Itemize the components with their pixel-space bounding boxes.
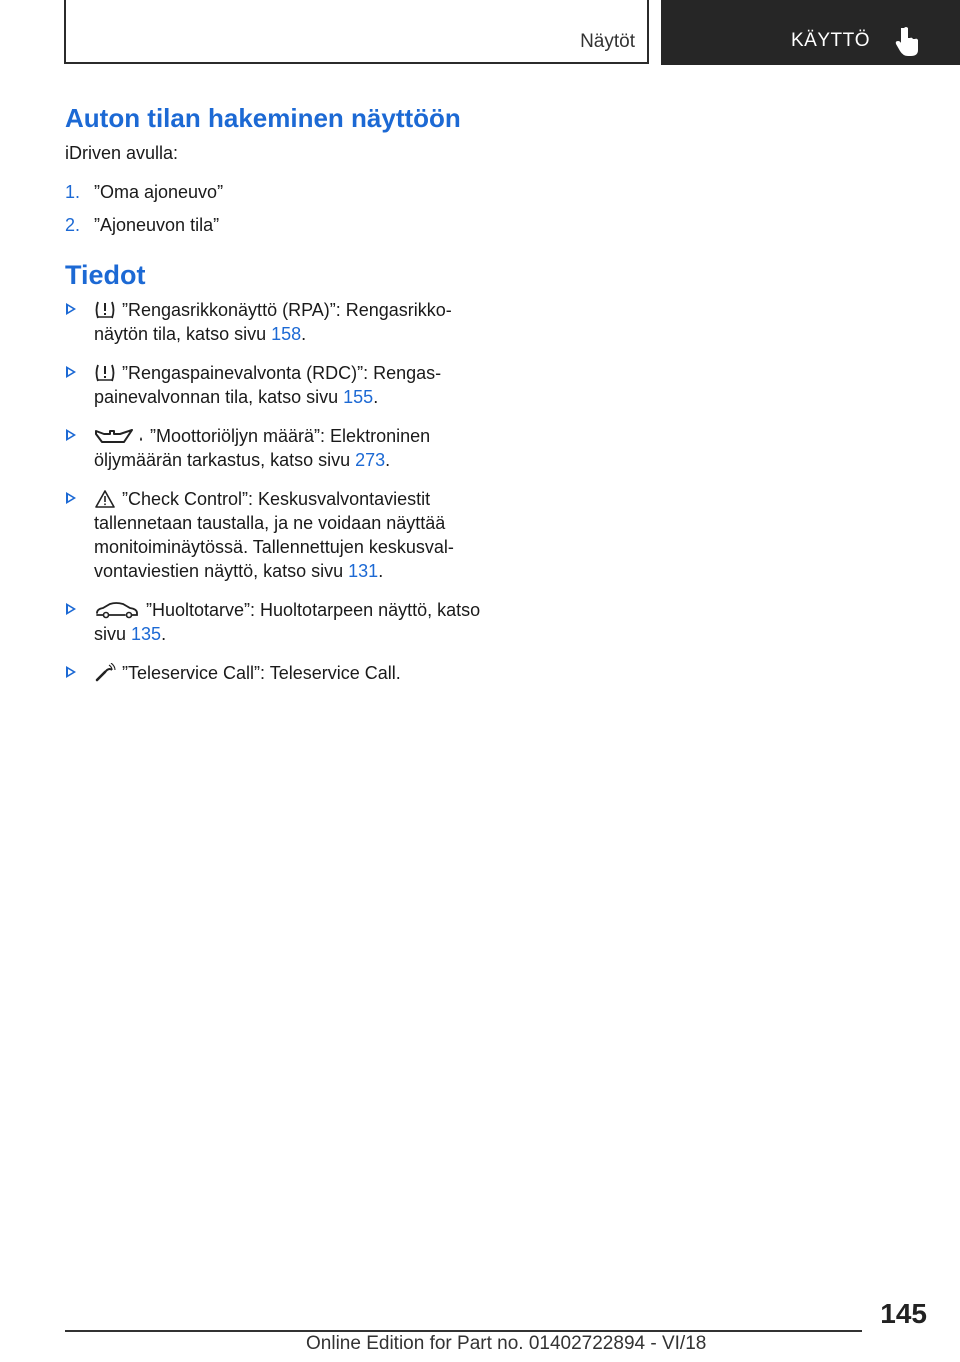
intro-text: iDriven avulla: — [65, 143, 179, 163]
page-link[interactable]: 158 — [271, 324, 302, 344]
info-punct: . — [161, 624, 167, 644]
header-frame — [64, 0, 649, 64]
info-text: ”Teleservice Call”: Teleservice Call. — [122, 663, 401, 683]
step-text: ”Ajoneuvon tila” — [94, 215, 220, 235]
info-item-rdc — [65, 361, 495, 409]
info-item-teleservice — [65, 661, 495, 685]
footer-divider — [65, 1330, 862, 1332]
section-heading-info: Tiedot — [65, 260, 146, 290]
page-link[interactable]: 131 — [348, 561, 379, 581]
section-title: Näytöt — [580, 31, 635, 52]
info-text: ”Huoltotarve”: Huoltotarpeen näyttö, katso sivu — [94, 600, 481, 644]
info-punct: . — [385, 450, 391, 470]
page-link[interactable]: 155 — [343, 387, 374, 407]
info-punct: . — [373, 387, 379, 407]
page-link[interactable]: 273 — [355, 450, 386, 470]
info-item-oil — [65, 424, 495, 472]
step-text: ”Oma ajoneuvo” — [94, 182, 224, 202]
step-number: 1. — [65, 182, 81, 202]
info-item-check-control — [65, 487, 495, 583]
bullet-arrow-icon — [66, 666, 76, 678]
info-text: ”Rengasrikkonäyttö (RPA)”: Rengasrikko-näytön tila, katso sivu — [94, 300, 452, 344]
wrench-call-icon — [94, 663, 116, 683]
step-number: 2. — [65, 215, 81, 235]
tyre-warning-icon — [94, 300, 116, 320]
bullet-arrow-icon — [66, 303, 76, 315]
info-text: ”Rengaspainevalvonta (RDC)”: Rengas-painevalvonnan tila, katso sivu — [94, 363, 442, 407]
warning-triangle-icon — [94, 489, 116, 509]
info-list — [65, 298, 495, 700]
car-service-icon — [94, 600, 140, 620]
info-punct: . — [378, 561, 384, 581]
info-text: ”Check Control”: Keskusvalvontaviestit tallennetaan taustalla, ja ne voidaan näyttää monitoiminäytössä. Tallennettujen keskusval-vontaviestien näyttö, katso sivu — [94, 489, 454, 581]
bullet-arrow-icon — [66, 603, 76, 615]
bullet-arrow-icon — [66, 366, 76, 378]
page-number: 145 — [880, 1298, 927, 1329]
info-item-rpa — [65, 298, 495, 346]
page-link[interactable]: 135 — [131, 624, 162, 644]
info-punct: . — [301, 324, 307, 344]
info-text: ”Moottoriöljyn määrä”: Elektroninen öljymäärän tarkastus, katso sivu — [94, 426, 431, 470]
info-item-service — [65, 598, 495, 646]
chapter-tab-label: KÄYTTÖ — [791, 30, 871, 51]
bullet-arrow-icon — [66, 492, 76, 504]
section-heading-status: Auton tilan hakeminen näyttöön — [65, 103, 461, 133]
oil-can-icon — [94, 426, 144, 446]
hand-pointer-icon — [895, 26, 921, 56]
bullet-arrow-icon — [66, 429, 76, 441]
tyre-pressure-icon — [94, 363, 116, 383]
footer-edition: Online Edition for Part no. 01402722894 - VI/18 — [306, 1333, 707, 1354]
